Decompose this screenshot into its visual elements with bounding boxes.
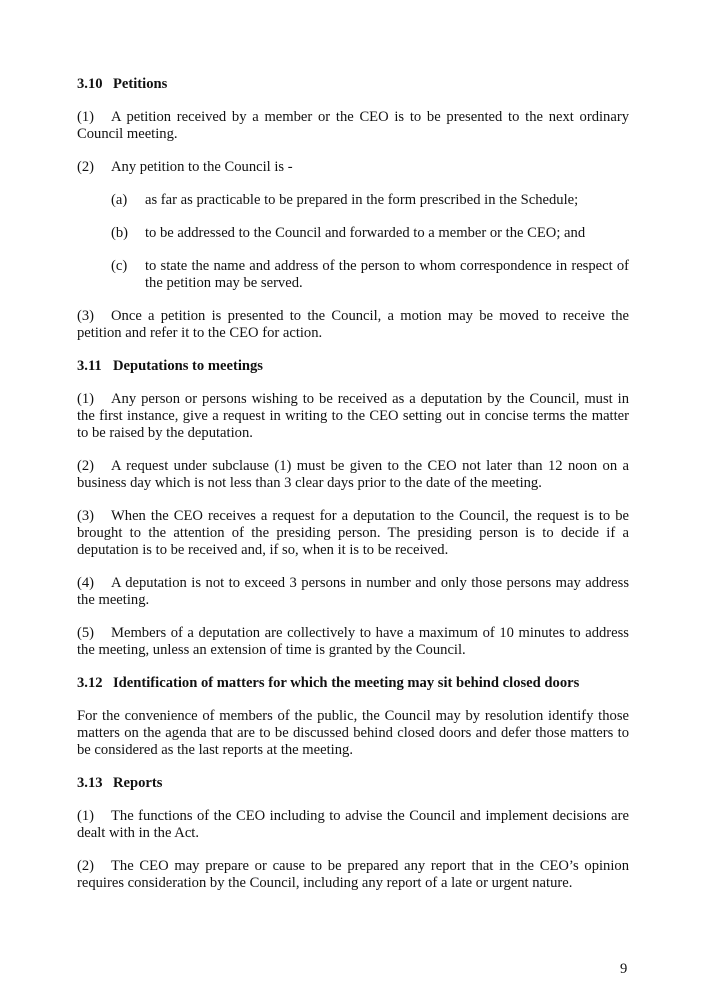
- paragraph: [77, 391, 629, 442]
- section-number: 3.12: [77, 675, 103, 691]
- paragraph: [77, 508, 629, 559]
- paragraph: [77, 575, 629, 609]
- paragraph: [77, 109, 629, 143]
- sub-item-text: to be addressed to the Council and forwarded to a member or the CEO; and: [145, 225, 586, 241]
- sub-item-text: to state the name and address of the person to whom correspondence in respect of the petition may be served.: [145, 258, 629, 291]
- paragraph-number: (2): [77, 858, 95, 874]
- paragraph: [77, 858, 629, 892]
- section-title: Reports: [113, 775, 163, 791]
- paragraph-number: (5): [77, 625, 95, 641]
- paragraph: For the convenience of members of the public, the Council may by resolution identify those matters on the agenda that are to be discussed behind closed doors and defer those matters to be considered as the last reports at the meeting.: [77, 708, 629, 758]
- paragraph-number: (3): [77, 308, 95, 324]
- section-number: 3.13: [77, 775, 103, 791]
- section-title: Deputations to meetings: [113, 358, 263, 374]
- paragraph-number: (2): [77, 458, 95, 474]
- sub-item-label: (a): [111, 192, 128, 208]
- paragraph: [77, 308, 629, 342]
- document-page: [77, 76, 629, 908]
- paragraph: [77, 808, 629, 842]
- paragraph-number: (1): [77, 109, 95, 125]
- paragraph-text: Once a petition is presented to the Council, a motion may be moved to receive the petition and refer it to the CEO for action.: [77, 308, 629, 341]
- paragraph-text: The functions of the CEO including to advise the Council and implement decisions are dealt with in the Act.: [77, 808, 629, 841]
- page-number: 9: [620, 961, 628, 977]
- sub-item: [77, 258, 629, 292]
- section-title: Identification of matters for which the meeting may sit behind closed doors: [113, 675, 580, 691]
- sub-item: [77, 225, 629, 242]
- section-number: 3.11: [77, 358, 102, 374]
- section-number: 3.10: [77, 76, 103, 92]
- paragraph: [77, 458, 629, 492]
- paragraph-text: Any petition to the Council is -: [111, 159, 293, 175]
- paragraph: [77, 625, 629, 659]
- paragraph: [77, 159, 629, 176]
- section-heading-3-13: [77, 775, 629, 792]
- paragraph-text: A deputation is not to exceed 3 persons in number and only those persons may address the meeting.: [77, 575, 629, 608]
- paragraph-text: The CEO may prepare or cause to be prepared any report that in the CEO’s opinion requires consideration by the Council, including any report of a late or urgent nature.: [77, 858, 629, 891]
- paragraph-text: A request under subclause (1) must be given to the CEO not later than 12 noon on a business day which is not less than 3 clear days prior to the date of the meeting.: [77, 458, 629, 491]
- section-title: Petitions: [113, 76, 168, 92]
- paragraph-number: (2): [77, 159, 95, 175]
- sub-item-text: as far as practicable to be prepared in the form prescribed in the Schedule;: [145, 192, 579, 208]
- section-heading-3-12: [77, 675, 629, 692]
- paragraph-number: (3): [77, 508, 95, 524]
- sub-item-label: (c): [111, 258, 128, 274]
- sub-item-label: (b): [111, 225, 129, 241]
- paragraph-number: (1): [77, 808, 95, 824]
- section-heading-3-10: [77, 76, 629, 93]
- paragraph-text: Any person or persons wishing to be received as a deputation by the Council, must in the first instance, give a request in writing to the CEO setting out in concise terms the matter to be raised by the deputation.: [77, 391, 629, 441]
- paragraph-text: When the CEO receives a request for a deputation to the Council, the request is to be brought to the attention of the presiding person. The presiding person is to decide if a deputation is to be received and, if so, when it is to be received.: [77, 508, 629, 558]
- paragraph-text: A petition received by a member or the CEO is to be presented to the next ordinary Council meeting.: [77, 109, 629, 142]
- paragraph-text: Members of a deputation are collectively to have a maximum of 10 minutes to address the meeting, unless an extension of time is granted by the Council.: [77, 625, 629, 658]
- paragraph-number: (1): [77, 391, 95, 407]
- section-heading-3-11: [77, 358, 629, 375]
- paragraph-number: (4): [77, 575, 95, 591]
- sub-item: [77, 192, 629, 209]
